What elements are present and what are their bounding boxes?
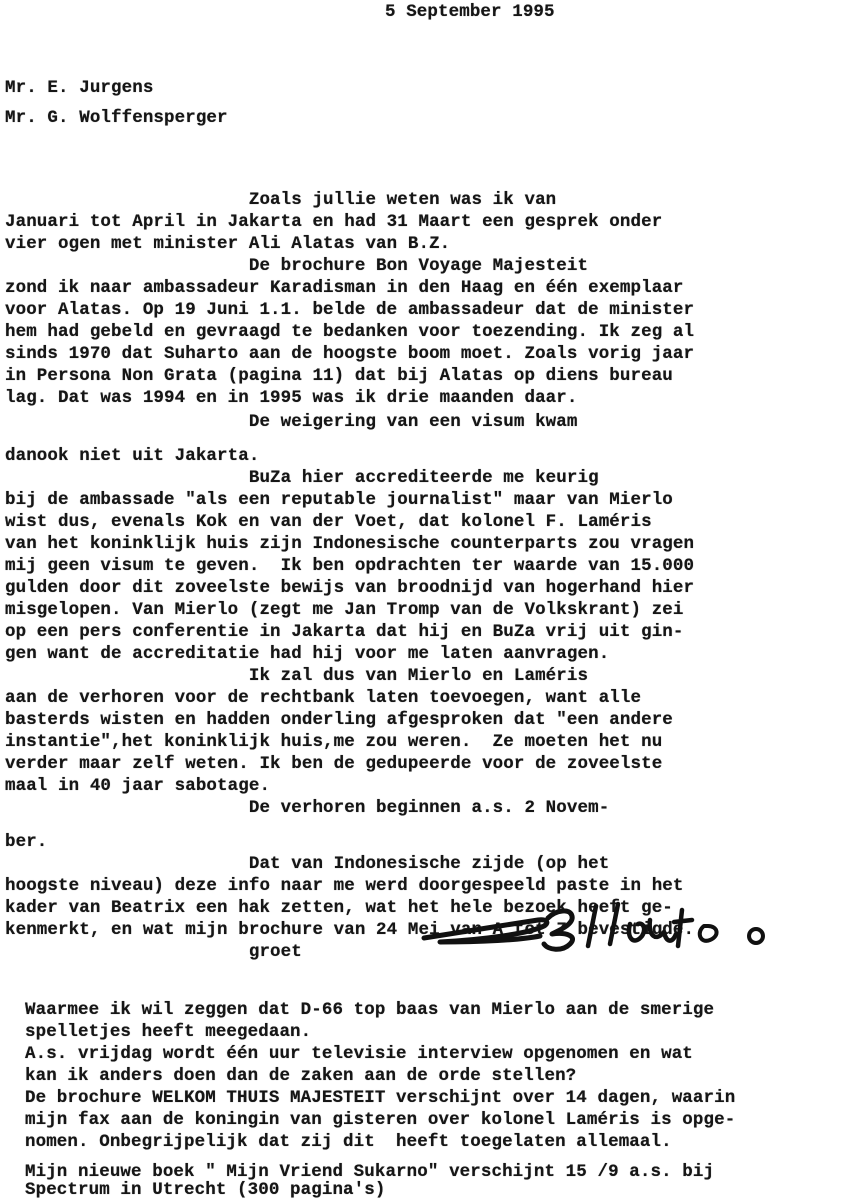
body-line: op een pers conferentie in Jakarta dat hij en BuZa vrij uit gin- xyxy=(5,622,684,642)
body-line: verder maar zelf weten. Ik ben de gedupeerde voor de zoveelste xyxy=(5,754,663,774)
body-line: basterds wisten en hadden onderling afgesproken dat "een andere xyxy=(5,710,673,730)
body-line: De brochure Bon Voyage Majesteit xyxy=(5,256,589,276)
closing-line: groet xyxy=(5,942,302,962)
body-line: misgelopen. Van Mierlo (zegt me Jan Tromp van de Volkskrant) zei xyxy=(5,600,684,620)
body-line: Januari tot April in Jakarta en had 31 Maart een gesprek onder xyxy=(5,212,663,232)
body-line: De verhoren beginnen a.s. 2 Novem- xyxy=(5,798,610,818)
postscript-line: nomen. Onbegrijpelijk dat zij dit heeft toegelaten allemaal. xyxy=(25,1132,672,1152)
signature-scrawl xyxy=(420,880,810,970)
body-line: gen want de accreditatie had hij voor me laten aanvragen. xyxy=(5,644,610,664)
recipient-line: Mr. G. Wolffensperger xyxy=(5,108,228,128)
body-line: wist dus, evenals Kok en van der Voet, dat kolonel F. Laméris xyxy=(5,512,652,532)
body-line: in Persona Non Grata (pagina 11) dat bij Alatas op diens bureau xyxy=(5,366,673,386)
body-line: zond ik naar ambassadeur Karadisman in den Haag en één exemplaar xyxy=(5,278,684,298)
postscript-line: spelletjes heeft meegedaan. xyxy=(25,1022,312,1042)
body-line: Zoals jullie weten was ik van xyxy=(5,190,557,210)
body-line: hoogste niveau) deze info naar me werd doorgespeeld paste in het xyxy=(5,876,684,896)
body-line: aan de verhoren voor de rechtbank laten toevoegen, want alle xyxy=(5,688,642,708)
recipient-line: Mr. E. Jurgens xyxy=(5,78,154,98)
body-line: sinds 1970 dat Suharto aan de hoogste boom moet. Zoals vorig jaar xyxy=(5,344,695,364)
body-line: Dat van Indonesische zijde (op het xyxy=(5,854,610,874)
body-line: ber. xyxy=(5,832,48,852)
body-line: van het koninklijk huis zijn Indonesische counterparts zou vragen xyxy=(5,534,695,554)
body-line: hem had gebeld en gevraagd te bedanken voor toezending. Ik zeg al xyxy=(5,322,695,342)
body-line: BuZa hier accrediteerde me keurig xyxy=(5,468,599,488)
body-line: De weigering van een visum kwam xyxy=(5,412,578,432)
body-line: kader van Beatrix een hak zetten, wat het hele bezoek heeft ge- xyxy=(5,898,673,918)
body-line: vier ogen met minister Ali Alatas van B.Z. xyxy=(5,234,451,254)
postscript-line: De brochure WELKOM THUIS MAJESTEIT verschijnt over 14 dagen, waarin xyxy=(25,1088,736,1108)
letter-date: 5 September 1995 xyxy=(385,2,555,22)
body-line: voor Alatas. Op 19 Juni 1.1. belde de ambassadeur dat de minister xyxy=(5,300,695,320)
postscript-line: Waarmee ik wil zeggen dat D-66 top baas van Mierlo aan de smerige xyxy=(25,1000,715,1020)
body-line: danook niet uit Jakarta. xyxy=(5,446,260,466)
postscript-line: A.s. vrijdag wordt één uur televisie interview opgenomen en wat xyxy=(25,1044,693,1064)
postscript-line: Mijn nieuwe boek " Mijn Vriend Sukarno" verschijnt 15 /9 a.s. bij xyxy=(25,1162,715,1182)
body-line: gulden door dit zoveelste bewijs van broodnijd van hogerhand hier xyxy=(5,578,695,598)
postscript-line: Spectrum in Utrecht (300 pagina's) xyxy=(25,1180,386,1200)
body-line: maal in 40 jaar sabotage. xyxy=(5,776,271,796)
body-line: Ik zal dus van Mierlo en Laméris xyxy=(5,666,589,686)
postscript-line: kan ik anders doen dan de zaken aan de orde stellen? xyxy=(25,1066,577,1086)
body-line: mij geen visum te geven. Ik ben opdrachten ter waarde van 15.000 xyxy=(5,556,695,576)
postscript-line: mijn fax aan de koningin van gisteren over kolonel Laméris is opge- xyxy=(25,1110,736,1130)
body-line: lag. Dat was 1994 en in 1995 was ik drie maanden daar. xyxy=(5,388,578,408)
body-line: instantie",het koninklijk huis,me zou weren. Ze moeten het nu xyxy=(5,732,663,752)
handwritten-signature xyxy=(420,880,810,970)
body-line: kenmerkt, en wat mijn brochure van 24 Mei van A tot Z bevestigde. xyxy=(5,920,695,940)
body-line: bij de ambassade "als een reputable journalist" maar van Mierlo xyxy=(5,490,673,510)
